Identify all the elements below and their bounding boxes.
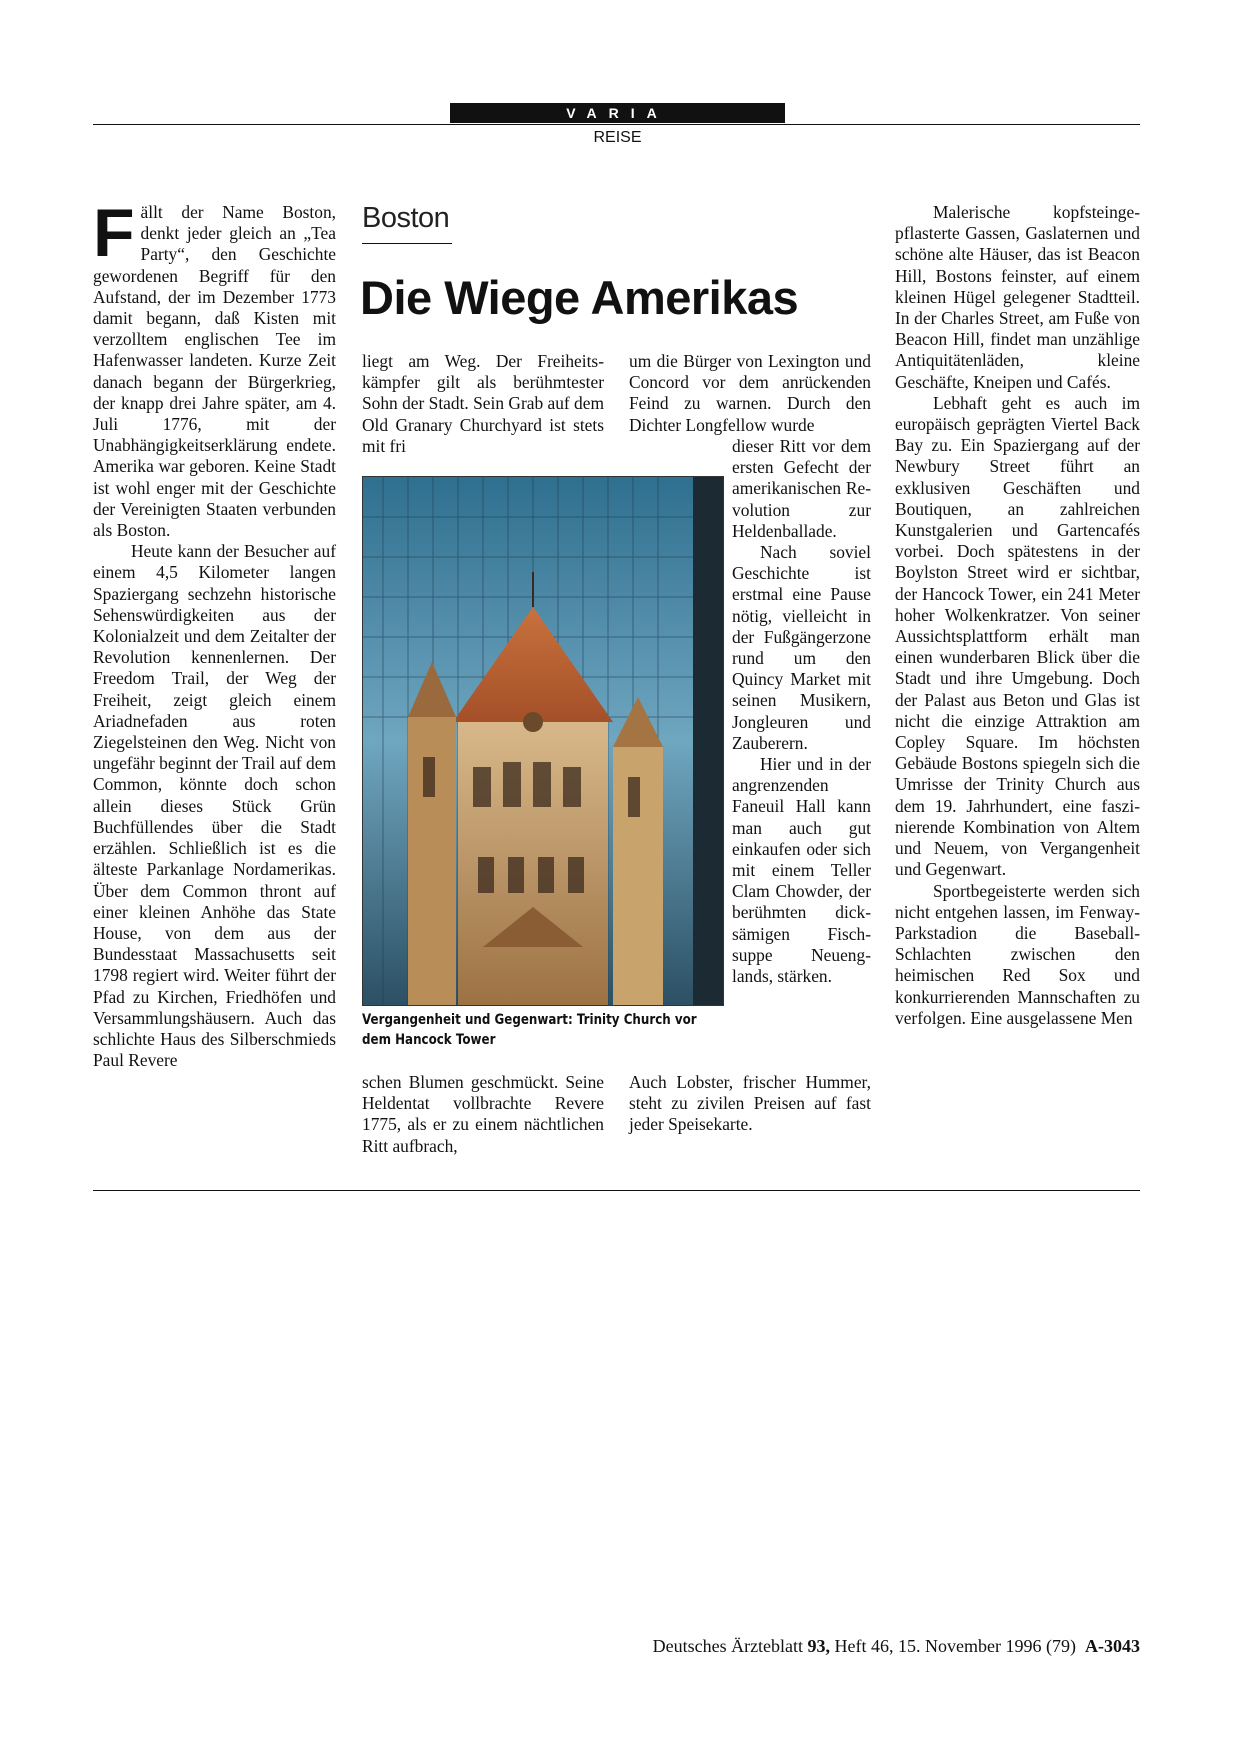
article-column-3-bottom <box>629 1072 871 1136</box>
paragraph: Hier und in der angrenzenden Faneuil Hall kann man auch gut einkaufen oder sich mit einem Teller Clam Chowder, der berühmten dicksämigen Fischsuppe Neuenglands, stärken. <box>732 754 871 987</box>
article-column-3-top <box>629 351 871 436</box>
paragraph: Sportbegeisterte werden sich nicht entgehen lassen, im Fenway-Parkstadion die Baseball-Schlachten zwischen den heimischen Red Sox und konkurrierenden Mannschaften zu verfolgen. Eine ausgelassene Men <box>895 880 1140 1028</box>
paragraph: Nach soviel Geschichte ist erstmal eine Pause nötig, vielleicht in der Fußgängerzone rund um den Quincy Market mit seinen Musikern, Jongleuren und Zauberern. <box>732 542 871 753</box>
paragraph: Heute kann der Besucher auf einem 4,5 Kilometer langen Spaziergang sechzehn historische Sehenswürdigkeiten aus der Kolonialzeit und dem Zeitalter der Revolution kennenlernen. Der Freedom Trail, der Weg der Freiheit, zeigt gleich einem Ariadnefaden aus roten Ziegelsteinen den Weg. Nicht von ungefähr beginnt der Trail auf dem Common, könnte doch schon allein dieses Stück Grün Buchfüllendes über die Stadt erzählen. Schließlich ist es die älteste Parkanlage Nordamerikas. Über dem Common thront auf einer kleinen Anhöhe das State House, von dem aus der Bundesstaat Massachusetts seit 1798 regiert wird. Weiter führt der Pfad zu Kirchen, Friedhöfen und Versammlungshäusern. Auch das schlichte Haus des Silberschmieds Paul Revere <box>93 541 336 1071</box>
paragraph: dieser Ritt vor dem ersten Gefecht der amerikanischen Revolution zur Heldenballade. <box>732 436 871 541</box>
header-rule <box>93 124 1140 125</box>
article-column-2-top <box>362 351 604 457</box>
journal-name: Deutsches Ärzteblatt <box>652 1636 804 1656</box>
paragraph: um die Bürger von Lexington und Concord vor dem anrückenden Feind zu warnen. Durch den Dichter Longfellow wurde <box>629 351 871 435</box>
article-column-2-bottom <box>362 1072 604 1157</box>
article-kicker: Boston <box>362 202 450 234</box>
kicker-rule <box>362 243 452 244</box>
article-column-3-wrap <box>732 436 871 987</box>
page-number: A-3043 <box>1085 1636 1140 1656</box>
article-column-4 <box>895 202 1140 1029</box>
subsection-label: REISE <box>593 129 642 146</box>
article-headline: Die Wiege Amerikas <box>360 271 799 324</box>
issue-info: Heft 46, 15. November 1996 (79) <box>834 1636 1076 1656</box>
drop-cap: F <box>93 195 135 271</box>
photo-caption: Vergangenheit und Gegenwart: Trinity Church vor dem Hancock Tower <box>362 1012 697 1048</box>
bottom-rule <box>93 1190 1140 1191</box>
trinity-church-photo <box>362 476 724 1006</box>
paragraph: schen Blumen geschmückt. Seine Heldentat vollbrachte Revere 1775, als er zu einem nächtlichen Ritt aufbrach, <box>362 1072 604 1156</box>
paragraph: Malerische kopfsteingepflasterte Gassen, Gaslaternen und schöne alte Häuser, das ist Beacon Hill, Bostons feinster, auf einem kleinen Hügel gelegener Stadtteil. In der Charles Street, am Fuße von Beacon Hill, findet man unzählige Antiquitätenläden, kleine Geschäfte, Kneipen und Cafés. <box>895 202 1140 392</box>
paragraph-text: ällt der Name Boston, denkt jeder gleich an „Tea Party“, den Geschichte gewordenen Begriff für den Aufstand, der im Dezember 1773 damit begann, daß Kisten mit verzolltem englischen Tee im Hafenwasser landeten. Kurze Zeit danach begann der Bürgerkrieg, der knapp drei Jahre später, am 4. Juli 1776, mit der Unabhängigkeitserklärung endete. Amerika war geboren. Keine Stadt ist wohl enger mit der Geschichte der Vereinigten Staaten verbunden als Boston. <box>93 202 336 541</box>
page-footer <box>580 1636 1140 1657</box>
paragraph: liegt am Weg. Der Freiheitskämpfer gilt als berühmtester Sohn der Stadt. Sein Grab auf dem Old Granary Churchyard ist stets mit fri <box>362 351 604 456</box>
volume-number: 93, <box>807 1636 831 1656</box>
paragraph <box>93 195 336 541</box>
article-column-1 <box>93 195 336 1071</box>
paragraph: Lebhaft geht es auch im europäisch geprägten Viertel Back Bay zu. Ein Spaziergang auf der Newbury Street führt an exklusiven Geschäften und Boutiquen, an zahlreichen Kunstgalerien und Gartencafés vorbei. Doch spätestens in der Boylston Street wird er sichtbar, der Hancock Tower, ein 241 Meter hoher Wolkenkratzer. Von seiner Aussichtsplattform erhält man einen wunderbaren Blick über die Stadt und ihre Umgebung. Doch der Palast aus Beton und Glas ist nicht die einzige Attraktion am Copley Square. Im höchsten Gebäude Bostons spiegeln sich die Umrisse der Trinity Church aus dem 19. Jahrhundert, eine faszinierende Kombination von Altem und Neuem, von Vergangenheit und Gegenwart. <box>895 392 1140 880</box>
section-header-bar: VARIA <box>450 103 785 123</box>
paragraph: Auch Lobster, frischer Hummer, steht zu zivilen Preisen auf fast jeder Speisekarte. <box>629 1072 871 1135</box>
